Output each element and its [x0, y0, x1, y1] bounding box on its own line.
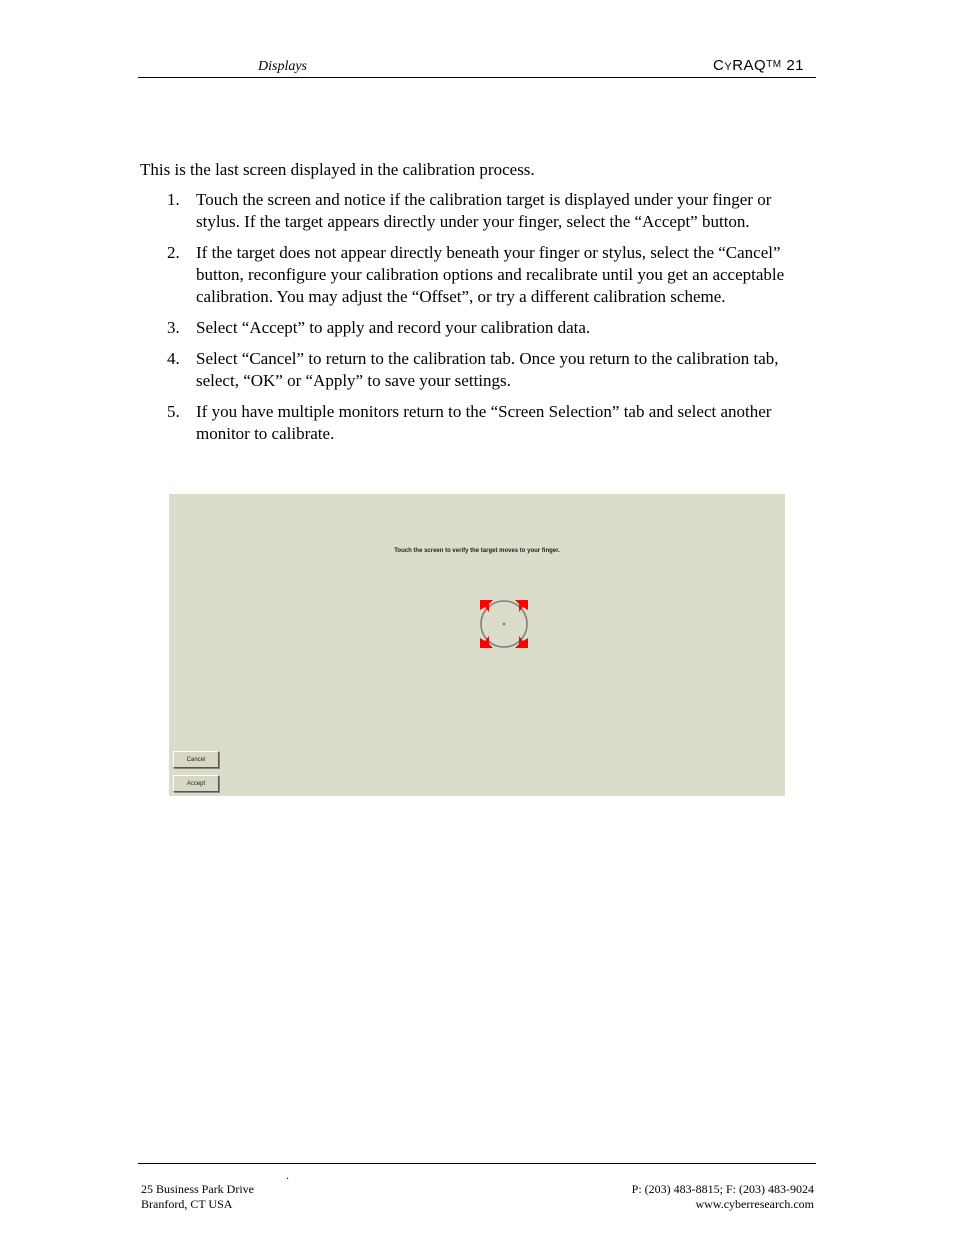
header-product-name: [713, 57, 804, 74]
footer-dot: .: [286, 1168, 289, 1182]
address-line-2: Branford, CT USA: [141, 1197, 233, 1211]
step-text: Select “Cancel” to return to the calibration tab. Once you return to the calibration tab, select, “OK” or “Apply” to save your settings.: [196, 349, 779, 390]
list-item: [167, 242, 817, 308]
steps-list: [167, 189, 817, 454]
cancel-button[interactable]: Cancel: [173, 751, 219, 768]
phone-fax: P: (203) 483-8815; F: (203) 483-9024: [631, 1182, 814, 1196]
list-item: [167, 348, 817, 392]
list-item: [167, 401, 817, 445]
step-number: 1.: [167, 190, 180, 209]
product-letter-y: Y: [724, 61, 733, 73]
footer-rule: [138, 1163, 816, 1164]
step-text: Touch the screen and notice if the calibration target is displayed under your finger or stylus. If the target appears directly under your finger, select the “Accept” button.: [196, 190, 772, 231]
step-number: 3.: [167, 318, 180, 337]
calibration-screenshot: [169, 494, 785, 796]
list-item: [167, 317, 817, 339]
header-section-title: Displays: [258, 59, 307, 74]
calibration-target-icon[interactable]: [475, 594, 533, 652]
address-line-1: 25 Business Park Drive: [141, 1182, 254, 1196]
page-number: 21: [786, 57, 805, 74]
list-item: [167, 189, 817, 233]
footer-address: [141, 1182, 254, 1212]
header-rule: [138, 77, 816, 78]
footer-contact: [632, 1182, 814, 1212]
step-text: If the target does not appear directly beneath your finger or stylus, select the “Cancel” button, reconfigure your calibration options and recalibrate until you get an acceptable calibration. You may adjust the “Offset”, or try a different calibration scheme.: [196, 243, 785, 306]
trademark-mark: TM: [766, 59, 782, 70]
product-letters-raq: RAQ: [732, 57, 767, 74]
intro-paragraph: This is the last screen displayed in the calibration process.: [140, 160, 535, 179]
step-number: 5.: [167, 402, 180, 421]
website-link[interactable]: www.cyberresearch.com: [695, 1197, 814, 1211]
step-text: Select “Accept” to apply and record your calibration data.: [196, 318, 591, 337]
product-letter-c: C: [713, 57, 725, 74]
step-text: If you have multiple monitors return to the “Screen Selection” tab and select another monitor to calibrate.: [196, 402, 772, 443]
calibration-instruction: Touch the screen to verify the target moves to your finger.: [394, 548, 560, 554]
step-number: 4.: [167, 349, 180, 368]
accept-button[interactable]: Accept: [173, 775, 219, 792]
step-number: 2.: [167, 243, 180, 262]
